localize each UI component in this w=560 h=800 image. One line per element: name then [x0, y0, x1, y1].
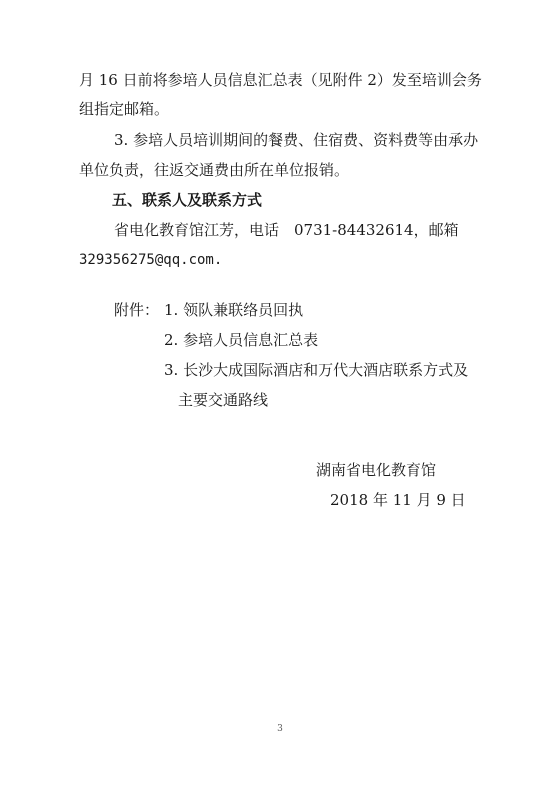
- attachment-item-3-line-2: 主要交通路线: [178, 391, 269, 409]
- signature-organization: 湖南省电化教育馆: [316, 461, 437, 479]
- section-5-heading: 五、联系人及联系方式: [112, 191, 263, 209]
- attachment-item-2: 2. 参培人员信息汇总表: [164, 331, 319, 349]
- attachment-item-3-line-1: 3. 长沙大成国际酒店和万代大酒店联系方式及: [164, 361, 469, 379]
- paragraph-1-line-2: 组指定邮箱。: [79, 100, 170, 118]
- paragraph-2-line-1: 3. 参培人员培训期间的餐费、住宿费、资料费等由承办: [114, 131, 479, 149]
- paragraph-2-line-2: 单位负责，往返交通费由所在单位报销。: [79, 161, 350, 179]
- attachment-item-1: 1. 领队兼联络员回执: [164, 301, 304, 319]
- contact-line-1: 省电化教育馆江芳，电话 0731-84432614，邮箱: [114, 221, 459, 239]
- contact-email: 329356275@qq.com.: [79, 252, 223, 268]
- page-number: 3: [277, 724, 283, 734]
- attachments-label: 附件：: [114, 301, 160, 319]
- paragraph-1-line-1: 月 16 日前将参培人员信息汇总表（见附件 2）发至培训会务: [79, 71, 482, 89]
- signature-date: 2018 年 11 月 9 日: [330, 491, 466, 509]
